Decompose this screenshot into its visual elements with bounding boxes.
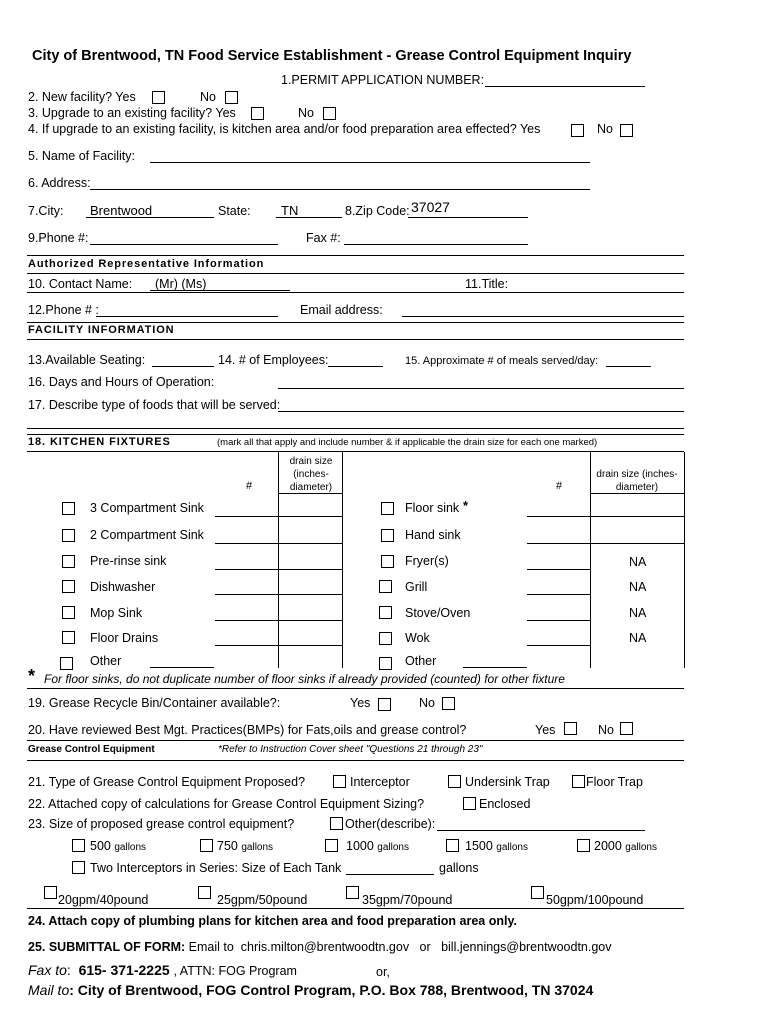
submittal-label: 25. SUBMITTAL OF FORM: bbox=[28, 940, 186, 954]
fixture-drain-field[interactable] bbox=[278, 620, 342, 621]
gpm-35-checkbox[interactable] bbox=[346, 886, 359, 899]
address-label: 6. Address: bbox=[28, 176, 91, 190]
size-value: 500 bbox=[90, 839, 111, 853]
divider bbox=[27, 908, 684, 909]
recycle-bin-label: 19. Grease Recycle Bin/Container available?: bbox=[28, 696, 281, 710]
contact-name-field[interactable] bbox=[150, 290, 290, 291]
fixture-label: 2 Compartment Sink bbox=[90, 528, 204, 542]
fixture-number-field[interactable] bbox=[215, 645, 278, 646]
drain-left-line2: (inches- bbox=[293, 469, 329, 480]
kitchen-effected-yes-checkbox[interactable] bbox=[571, 124, 584, 137]
size-value: 750 bbox=[217, 839, 238, 853]
zip-label: 8.Zip Code: bbox=[345, 204, 410, 218]
recycle-bin-no-checkbox[interactable] bbox=[442, 697, 455, 710]
gpm-20-checkbox[interactable] bbox=[44, 886, 57, 899]
fixture-label: Other bbox=[90, 654, 122, 668]
divider bbox=[27, 322, 684, 323]
plumbing-plans-instruction: 24. Attach copy of plumbing plans for kitchen area and food preparation area only. bbox=[28, 914, 517, 928]
table-line bbox=[590, 452, 591, 668]
other-size-field[interactable] bbox=[437, 830, 645, 831]
zip-value: 37027 bbox=[411, 199, 450, 215]
state-field[interactable] bbox=[276, 217, 342, 218]
contact-name-salutation: (Mr) (Ms) bbox=[155, 277, 207, 291]
facility-info-heading: FACILITY INFORMATION bbox=[28, 324, 175, 336]
divider bbox=[27, 740, 684, 741]
meals-field[interactable] bbox=[606, 366, 651, 367]
fixture-checkbox-mop-sink[interactable] bbox=[62, 606, 75, 619]
size-750-label bbox=[217, 839, 273, 853]
attn-label: , ATTN: FOG Program bbox=[173, 964, 297, 978]
fixture-drain-field[interactable] bbox=[278, 543, 342, 544]
recycle-bin-yes-checkbox[interactable] bbox=[378, 698, 391, 711]
seating-field[interactable] bbox=[152, 366, 214, 367]
fixture-number-field[interactable] bbox=[527, 516, 590, 517]
fixture-other-left-field[interactable] bbox=[150, 667, 214, 668]
hours-label: 16. Days and Hours of Operation: bbox=[28, 375, 215, 389]
fixture-label: Other bbox=[405, 654, 437, 668]
size-500-label bbox=[90, 839, 146, 853]
phone-field[interactable] bbox=[90, 244, 278, 245]
email-link-chris[interactable]: chris.milton@brentwoodtn.gov bbox=[240, 940, 410, 954]
divider bbox=[27, 292, 684, 293]
email-to-label: Email to bbox=[188, 940, 234, 954]
size-unit: gallons bbox=[241, 842, 274, 853]
state-value: TN bbox=[281, 203, 299, 218]
mail-to-label: Mail to bbox=[28, 982, 70, 998]
fixture-label: Mop Sink bbox=[90, 606, 143, 620]
fixture-label: Fryer(s) bbox=[405, 554, 449, 568]
size-unit: gallons bbox=[377, 842, 409, 853]
other-size-checkbox[interactable] bbox=[330, 817, 343, 830]
equipment-type-label: 21. Type of Grease Control Equipment Proposed? bbox=[28, 775, 306, 789]
bmp-no-label: No bbox=[598, 723, 614, 737]
rep-phone-label: 12.Phone # : bbox=[28, 303, 99, 317]
drain-na: NA bbox=[629, 631, 647, 645]
size-2000-checkbox[interactable] bbox=[577, 839, 590, 852]
bmp-label: 20. Have reviewed Best Mgt. Practices(BMPs) for Fats,oils and grease control? bbox=[28, 723, 467, 737]
divider bbox=[27, 339, 684, 340]
fixture-number-field[interactable] bbox=[527, 620, 590, 621]
tank-size-unit: gallons bbox=[439, 861, 479, 875]
mail-line bbox=[28, 982, 593, 998]
form-title: City of Brentwood, TN Food Service Establishment - Grease Control Equipment Inquiry bbox=[32, 48, 632, 64]
drain-right-line2: diameter) bbox=[615, 482, 659, 493]
table-line bbox=[278, 493, 342, 494]
kitchen-effected-no-checkbox[interactable] bbox=[620, 124, 633, 137]
fixture-drain-field[interactable] bbox=[278, 516, 342, 517]
fax-line bbox=[28, 962, 297, 978]
bmp-yes-checkbox[interactable] bbox=[564, 722, 577, 735]
fixture-label: Grill bbox=[405, 580, 428, 594]
gpm-50-label: 50gpm/100pound bbox=[546, 893, 644, 907]
fixture-checkbox-fryers[interactable] bbox=[381, 555, 394, 568]
upgrade-no-label: No bbox=[298, 106, 314, 120]
bmp-no-checkbox[interactable] bbox=[620, 722, 633, 735]
size-1500-label bbox=[465, 839, 528, 853]
kitchen-fixtures-note: (mark all that apply and include number & if applicable the drain size for each one marked) bbox=[217, 437, 598, 448]
fax-number: 615- 371-2225 bbox=[78, 962, 170, 978]
size-2000-label bbox=[594, 839, 657, 853]
fax-to-label: Fax to bbox=[28, 962, 67, 978]
state-label: State: bbox=[218, 204, 251, 218]
authorized-rep-heading: Authorized Representative Information bbox=[28, 258, 265, 270]
email-field[interactable] bbox=[402, 316, 684, 317]
fixture-checkbox-grill[interactable] bbox=[379, 580, 392, 593]
enclosed-checkbox[interactable] bbox=[463, 797, 476, 810]
food-types-label: 17. Describe type of foods that will be served: bbox=[28, 398, 281, 412]
city-value: Brentwood bbox=[90, 203, 153, 218]
fax-field[interactable] bbox=[344, 244, 528, 245]
drain-na: NA bbox=[629, 580, 647, 594]
col-number-right: # bbox=[556, 480, 563, 492]
floor-trap-label: Floor Trap bbox=[586, 775, 643, 789]
size-value: 1500 bbox=[465, 839, 493, 853]
size-1000-label bbox=[346, 839, 409, 853]
new-facility-no-label: No bbox=[200, 90, 216, 104]
fixture-label: Wok bbox=[405, 631, 430, 645]
divider bbox=[27, 434, 684, 435]
upgrade-facility-label: 3. Upgrade to an existing facility? Yes bbox=[28, 106, 236, 120]
drain-na: NA bbox=[629, 606, 647, 620]
address-field[interactable] bbox=[90, 189, 590, 190]
divider bbox=[27, 760, 684, 761]
fixture-checkbox-3-compartment-sink[interactable] bbox=[62, 502, 75, 515]
size-value: 2000 bbox=[594, 839, 622, 853]
fax-colon: : bbox=[66, 962, 71, 978]
col-drain-size-left bbox=[285, 455, 337, 494]
divider bbox=[27, 255, 684, 256]
floor-sink-asterisk: * bbox=[463, 498, 469, 513]
fixture-checkbox-floor-drains[interactable] bbox=[62, 631, 75, 644]
title-label: 11.Title: bbox=[465, 277, 509, 291]
fixture-label: Stove/Oven bbox=[405, 606, 471, 620]
email-link-bill[interactable]: bill.jennings@brentwoodtn.gov bbox=[441, 940, 612, 954]
fixture-label: Dishwasher bbox=[90, 580, 156, 594]
size-500-checkbox[interactable] bbox=[72, 839, 85, 852]
fixture-number-field[interactable] bbox=[215, 620, 278, 621]
fixture-checkbox-floor-sink[interactable] bbox=[381, 502, 394, 515]
divider bbox=[27, 428, 684, 429]
rep-phone-field[interactable] bbox=[96, 316, 278, 317]
fixture-checkbox-stove-oven[interactable] bbox=[379, 606, 392, 619]
gpm-25-checkbox[interactable] bbox=[198, 886, 211, 899]
fixture-drain-field[interactable] bbox=[278, 594, 342, 595]
fixture-checkbox-pre-rinse-sink[interactable] bbox=[62, 555, 75, 568]
fixture-checkbox-wok[interactable] bbox=[379, 632, 392, 645]
drain-left-line1: drain size bbox=[289, 456, 333, 467]
fixture-number-field[interactable] bbox=[527, 569, 590, 570]
facility-name-field[interactable] bbox=[150, 162, 590, 163]
gce-note: *Refer to Instruction Cover sheet "Questions 21 through 23" bbox=[218, 744, 483, 755]
other-size-label: Other(describe): bbox=[345, 817, 436, 831]
gpm-25-label: 25gpm/50pound bbox=[217, 893, 308, 907]
gce-heading: Grease Control Equipment bbox=[28, 744, 155, 755]
submittal-line bbox=[28, 940, 612, 954]
bmp-yes-label: Yes bbox=[535, 723, 556, 737]
fixture-checkbox-other-left[interactable] bbox=[60, 657, 73, 670]
fixture-number-field[interactable] bbox=[215, 516, 278, 517]
tank-size-field[interactable] bbox=[346, 874, 434, 875]
size-value: 1000 bbox=[346, 839, 374, 853]
fixture-label: 3 Compartment Sink bbox=[90, 501, 204, 515]
undersink-trap-label: Undersink Trap bbox=[465, 775, 550, 789]
fixture-label: Hand sink bbox=[405, 528, 461, 542]
employees-field[interactable] bbox=[328, 366, 383, 367]
fixture-drain-field[interactable] bbox=[590, 516, 684, 517]
interceptor-label: Interceptor bbox=[350, 775, 410, 789]
or-comma: or, bbox=[376, 965, 390, 979]
table-line bbox=[684, 452, 685, 668]
footnote-asterisk: * bbox=[28, 666, 36, 686]
fixture-number-field[interactable] bbox=[215, 543, 278, 544]
fixture-label: Floor Drains bbox=[90, 631, 159, 645]
two-interceptors-label: Two Interceptors in Series: Size of Each Tank bbox=[90, 861, 342, 875]
kitchen-effected-no-label: No bbox=[597, 122, 613, 136]
divider bbox=[27, 451, 684, 452]
recycle-bin-yes-label: Yes bbox=[350, 696, 371, 710]
drain-na: NA bbox=[629, 555, 647, 569]
fixture-drain-field[interactable] bbox=[278, 569, 342, 570]
table-line bbox=[590, 493, 684, 494]
fixture-checkbox-dishwasher[interactable] bbox=[62, 580, 75, 593]
recycle-bin-no-label: No bbox=[419, 696, 435, 710]
fixture-number-field[interactable] bbox=[215, 569, 278, 570]
mail-address: : City of Brentwood, FOG Control Program, P.O. Box 788, Brentwood, TN 37024 bbox=[69, 982, 594, 998]
size-1000-checkbox[interactable] bbox=[325, 839, 338, 852]
size-1500-checkbox[interactable] bbox=[446, 839, 459, 852]
employees-label: 14. # of Employees: bbox=[218, 353, 329, 367]
table-line bbox=[342, 452, 343, 668]
fixture-number-field[interactable] bbox=[527, 543, 590, 544]
two-interceptors-checkbox[interactable] bbox=[72, 861, 85, 874]
floor-sink-footnote: For floor sinks, do not duplicate number of floor sinks if already provided (counted) for other fixture bbox=[44, 672, 565, 686]
fixture-label: Pre-rinse sink bbox=[90, 554, 167, 568]
divider bbox=[27, 688, 684, 689]
enclosed-label: Enclosed bbox=[479, 797, 531, 811]
fixture-number-field[interactable] bbox=[527, 645, 590, 646]
contact-name-label: 10. Contact Name: bbox=[28, 277, 133, 291]
kitchen-effected-label: 4. If upgrade to an existing facility, is kitchen area and/or food preparation area effected? Yes bbox=[28, 122, 541, 136]
gpm-20-label: 20gpm/40pound bbox=[58, 893, 149, 907]
fixture-number-field[interactable] bbox=[215, 594, 278, 595]
fixture-drain-field[interactable] bbox=[278, 645, 342, 646]
fixture-checkbox-other-right[interactable] bbox=[379, 657, 392, 670]
fixture-label: Floor sink bbox=[405, 501, 460, 515]
col-drain-size-right bbox=[590, 468, 684, 494]
divider bbox=[27, 273, 684, 274]
city-label: 7.City: bbox=[28, 204, 64, 218]
fixture-other-right-field[interactable] bbox=[463, 667, 527, 668]
size-unit: gallons bbox=[496, 842, 528, 853]
size-unit: gallons bbox=[625, 842, 657, 853]
upgrade-yes-checkbox[interactable] bbox=[251, 107, 264, 120]
phone-label: 9.Phone #: bbox=[28, 231, 89, 245]
meals-label: 15. Approximate # of meals served/day: bbox=[405, 355, 599, 367]
permit-number-label: 1.PERMIT APPLICATION NUMBER: bbox=[281, 73, 485, 87]
equipment-size-label: 23. Size of proposed grease control equipment? bbox=[28, 817, 295, 831]
fixture-drain-field[interactable] bbox=[590, 543, 684, 544]
new-facility-yes-checkbox[interactable] bbox=[152, 91, 165, 104]
food-types-field[interactable] bbox=[278, 411, 684, 412]
undersink-trap-checkbox[interactable] bbox=[448, 775, 461, 788]
col-number-left: # bbox=[246, 480, 253, 492]
kitchen-fixtures-heading: 18. KITCHEN FIXTURES bbox=[28, 436, 171, 448]
drain-left-line3: diameter) bbox=[289, 482, 333, 493]
table-line bbox=[278, 452, 279, 668]
email-label: Email address: bbox=[300, 303, 383, 317]
interceptor-checkbox[interactable] bbox=[333, 775, 346, 788]
city-field[interactable] bbox=[86, 217, 214, 218]
floor-trap-checkbox[interactable] bbox=[572, 775, 585, 788]
hours-field[interactable] bbox=[278, 388, 684, 389]
gpm-50-checkbox[interactable] bbox=[531, 886, 544, 899]
or-label: or bbox=[419, 940, 431, 954]
permit-number-field[interactable] bbox=[485, 86, 645, 87]
size-750-checkbox[interactable] bbox=[200, 839, 213, 852]
calculations-label: 22. Attached copy of calculations for Grease Control Equipment Sizing? bbox=[28, 797, 425, 811]
new-facility-no-checkbox[interactable] bbox=[225, 91, 238, 104]
fixture-checkbox-hand-sink[interactable] bbox=[381, 529, 394, 542]
zip-field[interactable] bbox=[408, 217, 528, 218]
upgrade-no-checkbox[interactable] bbox=[323, 107, 336, 120]
gpm-35-label: 35gpm/70pound bbox=[362, 893, 453, 907]
facility-name-label: 5. Name of Facility: bbox=[28, 149, 135, 163]
fax-label: Fax #: bbox=[306, 231, 341, 245]
fixture-checkbox-2-compartment-sink[interactable] bbox=[62, 529, 75, 542]
new-facility-label: 2. New facility? Yes bbox=[28, 90, 136, 104]
seating-label: 13.Available Seating: bbox=[28, 353, 146, 367]
size-unit: gallons bbox=[114, 842, 147, 853]
fixture-number-field[interactable] bbox=[527, 594, 590, 595]
drain-right-line1: drain size (inches- bbox=[596, 469, 678, 480]
